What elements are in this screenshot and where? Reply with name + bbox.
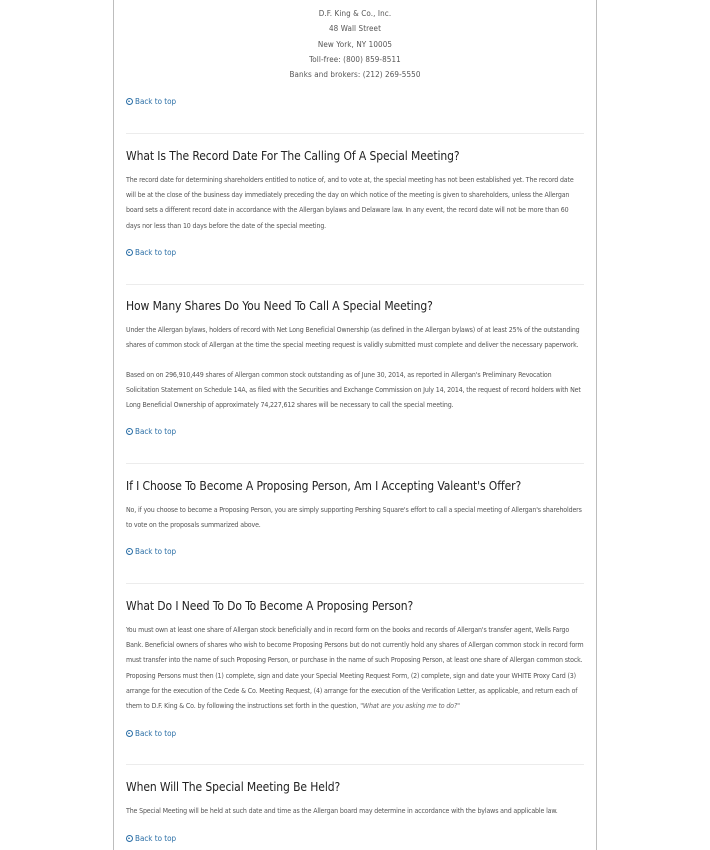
question-title-shares-needed: How Many Shares Do You Need To Call A Special Meeting?	[126, 299, 433, 313]
contact-brokers: Banks and brokers: (212) 269-5550	[289, 70, 421, 80]
back-to-top-link[interactable]	[126, 834, 176, 843]
arrow-up-circle-icon	[126, 730, 133, 737]
arrow-up-circle-icon	[126, 548, 133, 555]
back-to-top-label: Back to top	[135, 97, 177, 106]
section-divider	[126, 764, 584, 765]
contact-street: 48 Wall Street	[329, 24, 381, 34]
question-title-meeting-held: When Will The Special Meeting Be Held?	[126, 780, 341, 794]
back-to-top-link[interactable]	[126, 427, 176, 436]
back-to-top-label: Back to top	[135, 547, 177, 556]
contact-toll-free: Toll-free: (800) 859-8511	[309, 54, 401, 64]
back-to-top-label: Back to top	[135, 248, 177, 257]
arrow-up-circle-icon	[126, 428, 133, 435]
back-to-top-label: Back to top	[135, 729, 177, 738]
back-to-top-link[interactable]	[126, 248, 176, 257]
page-frame	[113, 0, 597, 850]
answer-paragraph: No, if you choose to become a Proposing Person, you are simply supporting Pershing Square's effort to call a special meeting of Allergan's shareholders to vote on the proposals summarized above.	[126, 506, 582, 530]
back-to-top-label: Back to top	[135, 834, 177, 843]
back-to-top-link[interactable]	[126, 97, 176, 106]
question-title-accepting-offer: If I Choose To Become A Proposing Person, Am I Accepting Valeant's Offer?	[126, 479, 522, 493]
contact-address	[126, 6, 584, 82]
back-to-top-label: Back to top	[135, 427, 177, 436]
arrow-up-circle-icon	[126, 98, 133, 105]
section-divider	[126, 284, 584, 285]
arrow-up-circle-icon	[126, 249, 133, 256]
question-title-become-proposing-person: What Do I Need To Do To Become A Proposing Person?	[126, 599, 414, 613]
section-divider	[126, 463, 584, 464]
answer-text: You must own at least one share of Allergan stock beneficially and in record form on the books and records of Allergan's transfer agent, Wells Fargo Bank. Beneficial owners of shares who wish to become Proposing Persons but do not currently hold any shares of Allergan common stock in record form must transfer into the name of such Proposing Person, or purchase in the name of such Proposing Person, at least one share of Allergan common stock. Proposing Persons must then (1) complete, sign and date your Special Meeting Request Form, (2) complete, sign and date your WHITE Proxy Card (3) arrange for the execution of the Cede & Co. Meeting Request, (4) arrange for the execution of the Verification Letter, as applicable, and return each of them to D.F. King & Co. by following the instructions set forth in the question,	[126, 626, 584, 711]
answer-paragraph: The record date for determining shareholders entitled to notice of, and to vote at, the special meeting has not been established yet. The record date will be at the close of the business day immediately preceding the day on which notice of the meeting is given to shareholders, unless the Allergan board sets a different record date in accordance with the Allergan bylaws and Delaware law. In any event, the record date will not be more than 60 days nor less than 10 days before the date of the special meeting.	[126, 176, 574, 230]
answer-paragraph: The Special Meeting will be held at such date and time as the Allergan board may determine in accordance with the bylaws and applicable law.	[126, 807, 558, 815]
question-title-record-date: What Is The Record Date For The Calling Of A Special Meeting?	[126, 149, 460, 163]
section-divider	[126, 133, 584, 134]
contact-name: D.F. King & Co., Inc.	[318, 9, 392, 18]
section-divider	[126, 583, 584, 584]
contact-city: New York, NY 10005	[317, 39, 393, 49]
answer-paragraph: Based on on 296,910,449 shares of Allergan common stock outstanding as of June 30, 2014, as reported in Allergan's Preliminary Revocation Solicitation Statement on Schedule 14A, as filed with the Securities and Exchange Commission on July 14, 2014, the request of record holders with Net Long Beneficial Ownership of approximately 74,227,612 shares will be necessary to call the special meeting.	[126, 371, 581, 410]
answer-paragraph	[126, 623, 584, 714]
answer-quote: "What are you asking me to do?"	[360, 702, 460, 711]
arrow-up-circle-icon	[126, 835, 133, 842]
back-to-top-link[interactable]	[126, 729, 176, 738]
answer-paragraph: Under the Allergan bylaws, holders of record with Net Long Beneficial Ownership (as defined in the Allergan bylaws) of at least 25% of the outstanding shares of common stock of Allergan at the time the special meeting request is validly submitted must complete and deliver the necessary paperwork.	[126, 326, 580, 350]
back-to-top-link[interactable]	[126, 547, 176, 556]
